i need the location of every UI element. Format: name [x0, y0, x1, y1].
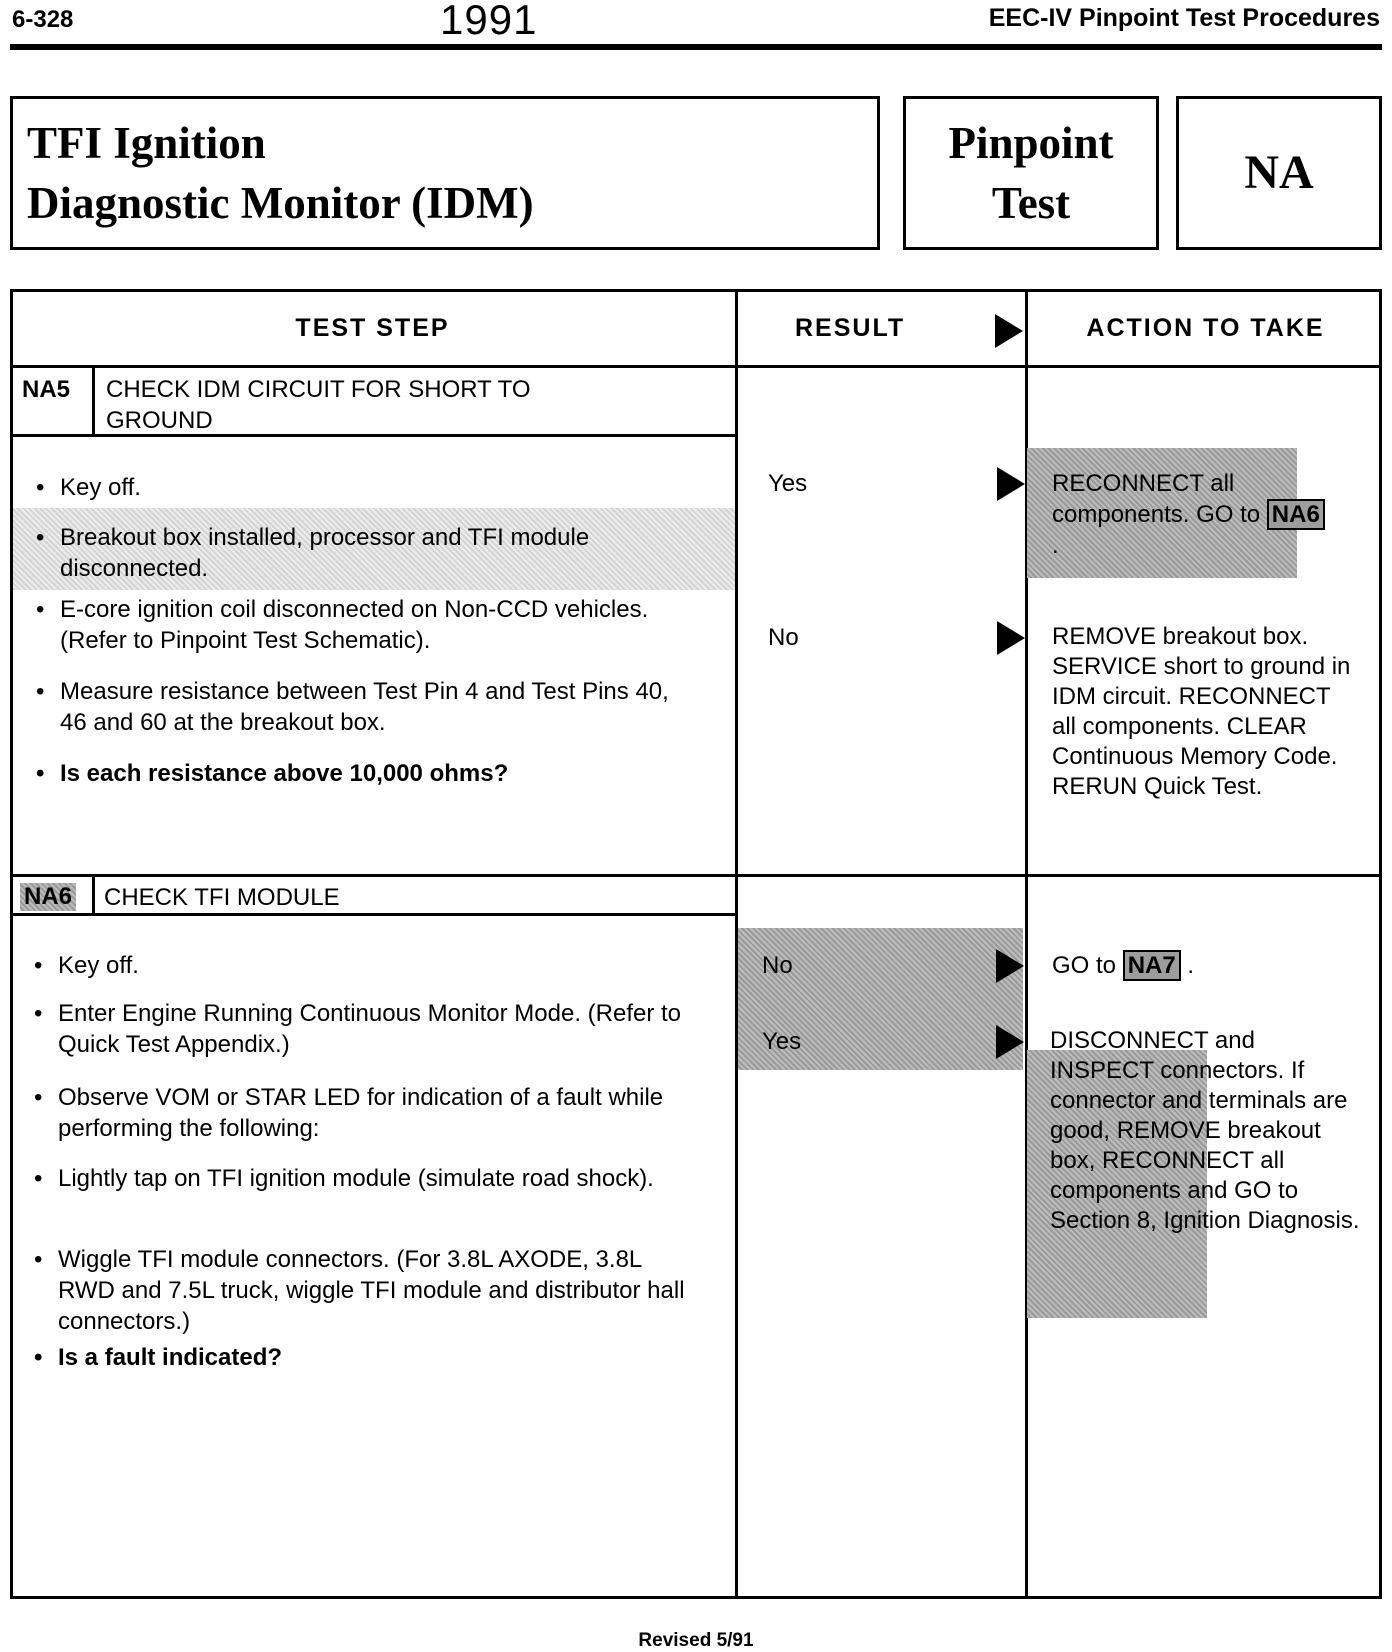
na5-step-4: • Measure resistance between Test Pin 4 and Test Pins 40, 46 and 60 at the breakout box. — [60, 676, 700, 738]
arrow-icon — [997, 621, 1025, 655]
step-id-na6: NA6 — [20, 883, 76, 911]
arrow-icon — [997, 467, 1025, 501]
title-line-2: Diagnostic Monitor (IDM) — [27, 178, 534, 228]
na5-step-5: • Is each resistance above 10,000 ohms? — [60, 758, 700, 789]
na6-result-no: No — [762, 952, 793, 979]
ref-na7-link[interactable]: NA7 — [1123, 950, 1181, 981]
na6-result-yes: Yes — [762, 1028, 802, 1055]
step-id-na5: NA5 — [22, 376, 71, 403]
col-header-action: ACTION TO TAKE — [1086, 314, 1325, 342]
na5-step-3: • E-core ignition coil disconnected on Non-CCD vehicles. (Refer to Pinpoint Test Schematic). — [60, 594, 700, 656]
page-number: 6-328 — [12, 6, 74, 33]
na6-step-6: • Is a fault indicated? — [58, 1342, 698, 1373]
step-title-na6: CHECK TFI MODULE — [104, 884, 340, 911]
header-rule — [10, 44, 1382, 50]
section-title: EEC-IV Pinpoint Test Procedures — [988, 4, 1380, 32]
na5-action-no: REMOVE breakout box. SERVICE short to ground in IDM circuit. RECONNECT all components. CLEAR Continuous Memory Code. RERUN Quick Test. — [1052, 623, 1351, 800]
pinpoint-test-box — [903, 96, 1159, 250]
header-arrow-icon — [995, 314, 1023, 348]
test-label: Test — [991, 178, 1071, 228]
na6-step-3: • Observe VOM or STAR LED for indication of a fault while performing the following: — [58, 1082, 698, 1144]
arrow-icon — [996, 1025, 1024, 1059]
year: 1991 — [440, 0, 538, 43]
test-code-box: NA — [1176, 96, 1382, 250]
col-header-result: RESULT — [795, 314, 906, 342]
na5-action-yes: RECONNECT all components. GO to NA6 . — [1052, 468, 1332, 561]
na5-step-1: • Key off. — [60, 472, 700, 503]
na6-action-yes: DISCONNECT and INSPECT connectors. If connector and terminals are good, REMOVE breakout box, RECONNECT all components and GO to Section 8, Ignition Diagnosis. — [1050, 1027, 1360, 1234]
pinpoint-label: Pinpoint — [948, 118, 1114, 168]
revised-note: Revised 5/91 — [638, 1630, 754, 1651]
ref-na6-link[interactable]: NA6 — [1267, 499, 1325, 530]
title-line-1: TFI Ignition — [27, 118, 266, 168]
na5-result-no: No — [768, 624, 799, 651]
arrow-icon — [996, 949, 1024, 983]
na6-step-4: • Lightly tap on TFI ignition module (simulate road shock). — [58, 1163, 698, 1194]
na6-step-2: • Enter Engine Running Continuous Monitor Mode. (Refer to Quick Test Appendix.) — [58, 998, 698, 1060]
na6-step-5: • Wiggle TFI module connectors. (For 3.8L AXODE, 3.8L RWD and 7.5L truck, wiggle TFI module and distributor hall connectors.) — [58, 1244, 698, 1337]
na6-action-no: GO to NA7 . — [1052, 952, 1195, 979]
test-title-box — [10, 96, 880, 250]
na5-step-2: • Breakout box installed, processor and TFI module disconnected. — [60, 522, 700, 584]
step-title-na5: CHECK IDM CIRCUIT FOR SHORT TO GROUND — [106, 376, 531, 434]
na5-result-yes: Yes — [768, 470, 808, 497]
na6-step-1: • Key off. — [58, 950, 698, 981]
col-header-test-step: TEST STEP — [295, 314, 450, 342]
